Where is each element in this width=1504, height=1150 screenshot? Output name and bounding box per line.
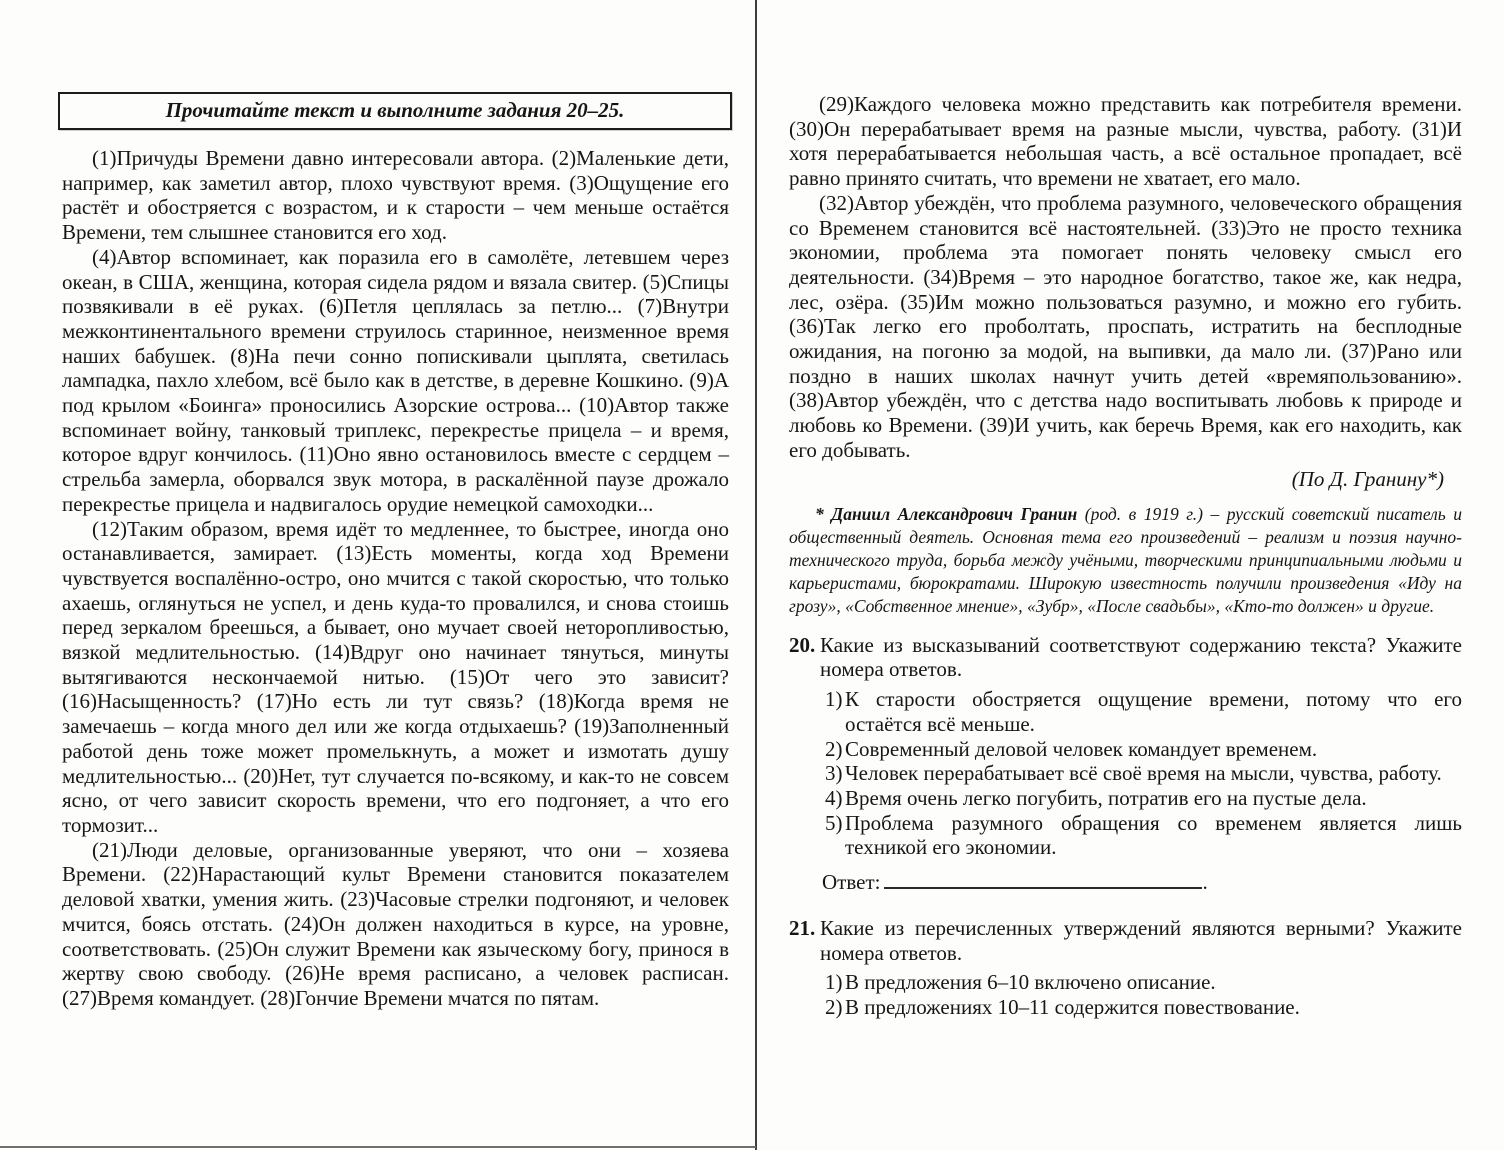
paragraph-4: (21)Люди деловые, организованные уверяют, что они – хозяева Времени. (22)Нарастающий культ Времени становится показателем деловой хватки, умения жить. (23)Часовые стрелки подгоняют, и человек мчится, боясь отстать. (24)Он должен находиться в курсе, на уровне, соответствовать. (25)Он служит Времени как языческому богу, принося в жертву свою свободу. (26)Не время расписано, а человек расписан. (27)Время командует. (28)Гончие Времени мчатся по пятам. xyxy=(62,837,729,1010)
paragraph-5: (29)Каждого человека можно представить как потребителя времени. (30)Он перерабатывает время на разные мысли, чувства, работу. (31)И хотя перерабатывается небольшая часть, а всё остальное пропадает, всё равно принято считать, что времени не хватает, его мало. xyxy=(789,92,1462,191)
option-number: 2) xyxy=(825,994,843,1019)
option-number: 1) xyxy=(825,970,843,995)
question-21 xyxy=(789,916,1462,1020)
option-row xyxy=(825,995,1462,1020)
footnote xyxy=(789,503,1462,618)
option-row xyxy=(825,761,1462,786)
paragraph-3: (12)Таким образом, время идёт то медленнее, то быстрее, иногда оно останавливается, замирает. (13)Есть моменты, когда ход Времени чувствуется воспалённо-остро, оно мчится с такой скоростью, что только ахаешь, оглянуться не успел, и день куда-то провалился, и снова стоишь перед зеркалом бреешься, а бывает, оно мучает своей неторопливостью, вязкой медлительностью. (14)Вдруг оно начинает тянуться, минуты вытягиваются нескончаемой нитью. (15)От чего это зависит? (16)Насыщенность? (17)Но есть ли тут связь? (18)Когда время не замечаешь – когда много дел или же когда отдыхаешь? (19)Заполненный работой день тоже может промелькнуть, а может и измотать душу медлительностью... (20)Нет, тут случается по-всякому, и как-то не совсем ясно, от чего зависит скорость времени, что его подгоняет, а что его тормозит... xyxy=(62,516,729,837)
paragraph-6: (32)Автор убеждён, что проблема разумного, человеческого обращения со Временем становится всё настоятельней. (33)Это не просто техника экономии, проблема эта помогает понять человеку смысл его деятельности. (34)Время – это народное богатство, такое же, как недра, лес, озёра. (35)Им можно пользоваться разумно, и можно его губить. (36)Так легко его проболтать, проспать, истратить на бесплодные ожидания, на погоню за модой, на выпивки, да мало ли. (37)Рано или поздно в наших школах начнут учить детей «времяпользованию». (38)Автор убеждён, что с детства надо воспитывать любовь к природе и любовь ко Времени. (39)И учить, как беречь Время, как его находить, как его добывать. xyxy=(789,190,1462,462)
option-row xyxy=(825,687,1462,736)
option-row xyxy=(825,737,1462,762)
option-number: 1) xyxy=(825,687,843,712)
option-text: В предложениях 10–11 содержится повествование. xyxy=(845,994,1300,1019)
answer-blank-line xyxy=(884,885,1202,889)
option-number: 2) xyxy=(825,736,843,761)
question-21-options xyxy=(825,970,1462,1019)
page-gutter-divider xyxy=(755,0,757,1150)
option-text: Проблема разумного обращения со временем является лишь техникой его экономии. xyxy=(845,810,1462,860)
reading-text-left xyxy=(62,146,729,1011)
question-20-prompt: Какие из высказываний соответствуют содержанию текста? Укажите номера ответов. xyxy=(820,632,1462,682)
attribution: (По Д. Гранину*) xyxy=(1291,466,1444,491)
option-row xyxy=(825,786,1462,811)
option-text: К старости обостряется ощущение времени, потому что его остаётся всё меньше. xyxy=(845,687,1462,736)
instruction-text: Прочитайте текст и выполните задания 20–25. xyxy=(165,98,625,122)
answer-period: . xyxy=(1202,870,1208,895)
option-text: Современный деловой человек командует временем. xyxy=(845,736,1318,761)
paragraph-2: (4)Автор вспоминает, как поразила его в самолёте, летевшем через океан, в США, женщина, которая сидела рядом и вязала свитер. (5)Спицы позвякивали в её руках. (6)Петля цеплялась за петлю... (7)Внутри межконтинентального времени струилось старинное, неизменное время наших бабушек. (8)На печи сонно попискивали цыплята, светилась лампадка, пахло хлебом, всё было как в детстве, в деревне Кошкино. (9)А под крылом «Боинга» проносились Азорские острова... (10)Автор также вспоминает войну, танковый триплекс, перекрестье прицела – и время, которое вдруг кончилось. (11)Оно явно остановилось вместе с сердцем – стрельба замерла, оборвался звук мотора, в раскалённой паузе дрожало перекрестье прицела и надвигалось орудие немецкой самоходки... xyxy=(62,244,729,516)
left-page xyxy=(62,92,729,1011)
question-20-options xyxy=(825,687,1462,860)
question-21-body xyxy=(820,916,1462,1020)
option-text: Время очень легко погубить, потратив его на пустые дела. xyxy=(845,786,1367,810)
footnote-text: (род. в 1919 г.) – русский советский писатель и общественный деятель. Основная тема его произведений – реализм и поэзия научно-технического труда, борьба между учёными, творческими принципиальными людьми и карьеристами, бюрократами. Широкую известность получили произведения «Иду на грозу», «Собственное мнение», «Зубр», «После свадьбы», «Кто-то должен» и другие. xyxy=(789,504,1463,616)
option-row xyxy=(825,811,1462,860)
answer-label: Ответ: xyxy=(822,870,881,895)
left-page-bottom-edge xyxy=(0,1146,756,1148)
question-21-number: 21. xyxy=(789,915,816,940)
option-number: 3) xyxy=(825,761,843,786)
question-21-prompt: Какие из перечисленных утверждений являются верными? Укажите номера ответов. xyxy=(820,915,1462,965)
question-20-number: 20. xyxy=(789,632,816,657)
right-page xyxy=(789,92,1462,1020)
question-20 xyxy=(789,633,1462,895)
option-number: 5) xyxy=(825,810,843,835)
option-text: В предложения 6–10 включено описание. xyxy=(845,970,1216,995)
reading-text-right xyxy=(789,92,1462,463)
option-text: Человек перерабатывает всё своё время на мысли, чувства, работу. xyxy=(845,761,1442,786)
instruction-box xyxy=(58,92,732,130)
question-20-body xyxy=(820,633,1462,895)
answer-row xyxy=(822,870,1462,895)
option-row xyxy=(825,970,1462,995)
paragraph-1: (1)Причуды Времени давно интересовали автора. (2)Маленькие дети, например, как заметил автор, плохо чувствуют время. (3)Ощущение его растёт и обостряется с возрастом, и к старости – чем меньше остаётся Времени, тем слышнее становится его ход. xyxy=(62,146,729,245)
option-number: 4) xyxy=(825,786,843,810)
footnote-author: * Даниил Александрович Гранин xyxy=(815,504,1078,525)
